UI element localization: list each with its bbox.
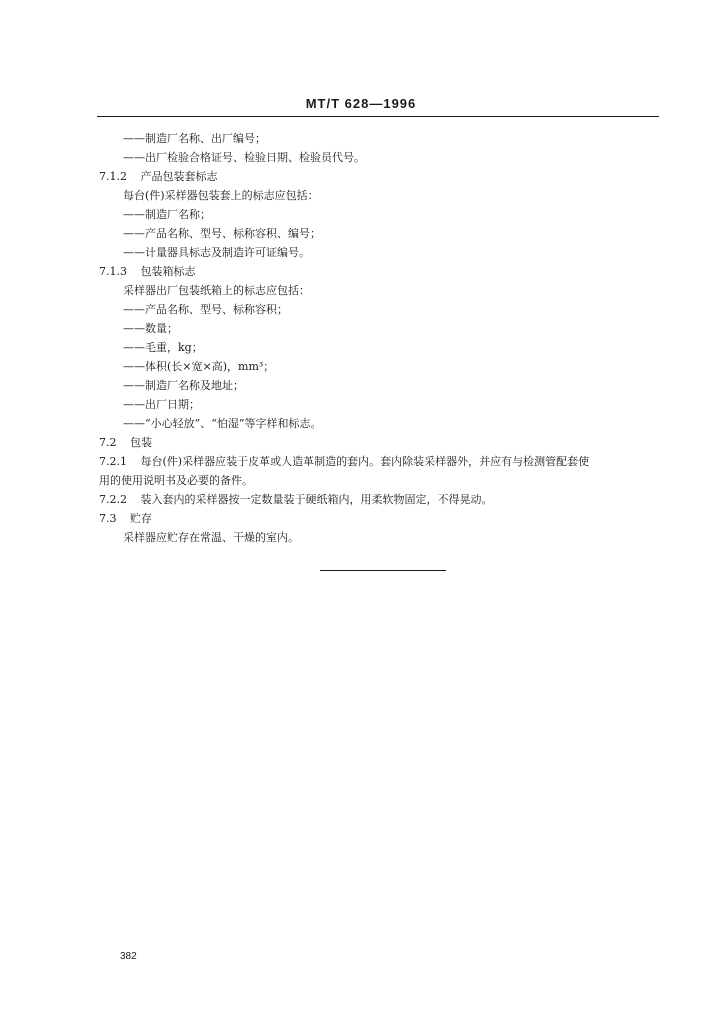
- section-heading-7-2: [99, 436, 152, 450]
- text-line: 采样器应贮存在常温、干燥的室内。: [123, 531, 299, 544]
- clause-7-2-2: [99, 493, 493, 507]
- text-line: ——数量；: [123, 322, 178, 335]
- section-number: 7.3: [99, 512, 117, 525]
- page-number: 382: [120, 951, 137, 962]
- header-rule: [97, 116, 659, 117]
- page-header: MT/T 628—1996: [305, 96, 417, 111]
- section-number: 7.2.2: [99, 493, 127, 506]
- section-number: 7.1.2: [99, 170, 127, 183]
- text-line: 每台(件)采样器包装套上的标志应包括：: [123, 189, 319, 202]
- clause-7-2-1: [99, 455, 589, 469]
- text-line: 采样器出厂包装纸箱上的标志应包括：: [123, 284, 310, 297]
- text-line: ——出厂日期；: [123, 398, 200, 411]
- section-title: 产品包装套标志: [140, 170, 218, 183]
- section-number: 7.1.3: [99, 265, 127, 278]
- section-heading-7-3: [99, 512, 152, 526]
- section-title: 包装箱标志: [140, 265, 196, 278]
- section-number: 7.2.1: [99, 455, 127, 468]
- text-line: ——制造厂名称、出厂编号；: [123, 132, 266, 145]
- text-line: ——“小心轻放”、“怕湿”等字样和标志。: [123, 417, 322, 430]
- text-line: ——出厂检验合格证号、检验日期、检验员代号。: [123, 151, 365, 164]
- text-line: ——产品名称、型号、标称容积；: [123, 303, 288, 316]
- section-heading-7-1-2: [99, 170, 218, 184]
- text-line: ——体积(长×宽×高)，mm³；: [123, 360, 275, 373]
- text-line: 用的使用说明书及必要的备件。: [99, 474, 253, 487]
- section-title: 包装: [130, 436, 152, 449]
- section-title: 贮存: [130, 512, 152, 525]
- section-number: 7.2: [99, 436, 117, 449]
- clause-text: 装入套内的采样器按一定数量装于硬纸箱内，用柔软物固定，不得晃动。: [140, 493, 493, 506]
- clause-text: 每台(件)采样器应装于皮革或人造革制造的套内。套内除装采样器外，并应有与检测管配套使: [140, 455, 590, 468]
- end-rule: [320, 570, 446, 571]
- text-line: ——计量器具标志及制造许可证编号。: [123, 246, 310, 259]
- text-line: ——制造厂名称；: [123, 208, 211, 221]
- text-line: ——毛重，kg；: [123, 341, 203, 354]
- text-line: ——产品名称、型号、标称容积、编号；: [123, 227, 321, 240]
- section-heading-7-1-3: [99, 265, 196, 279]
- text-line: ——制造厂名称及地址；: [123, 379, 244, 392]
